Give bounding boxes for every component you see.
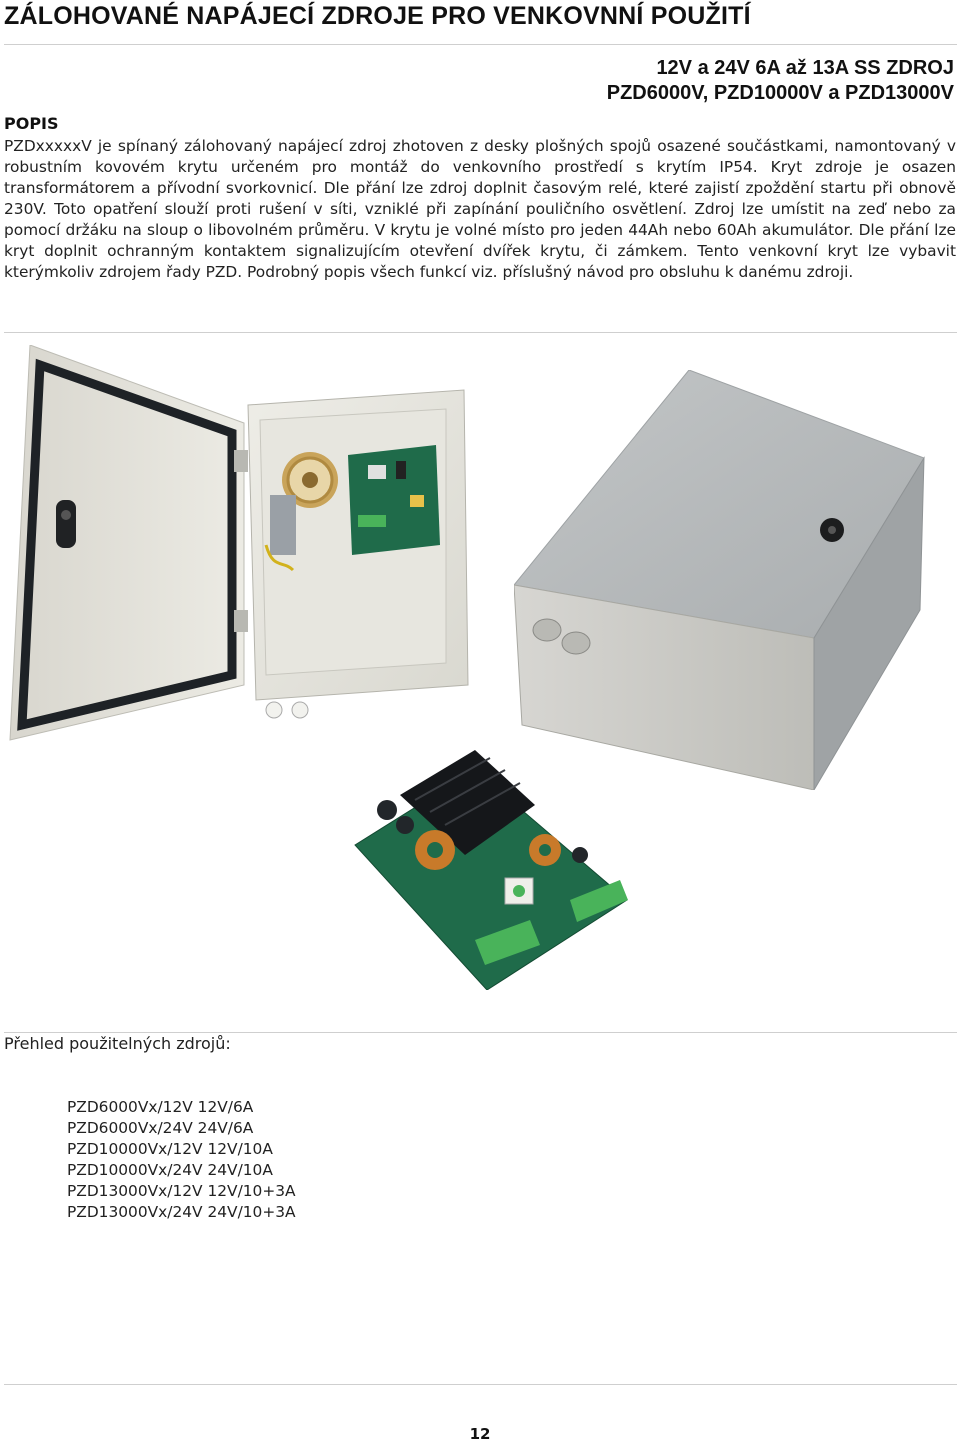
product-heading-line-2: PZD6000V, PZD10000V a PZD13000V	[606, 82, 954, 104]
divider-overview	[4, 1032, 957, 1033]
product-heading-line-1: 12V a 24V 6A až 13A SS ZDROJ	[656, 57, 954, 79]
list-item: PZD10000Vx/24V 24V/10A	[67, 1161, 273, 1179]
page-number: 12	[469, 1425, 491, 1443]
list-item: PZD6000Vx/24V 24V/6A	[67, 1119, 254, 1137]
open-enclosure-photo	[8, 345, 476, 745]
list-item: PZD13000Vx/24V 24V/10+3A	[67, 1203, 296, 1221]
product-heading	[607, 56, 954, 106]
list-item: PZD13000Vx/12V 12V/10+3A	[67, 1182, 296, 1200]
section-label-description: POPIS	[4, 114, 59, 133]
closed-enclosure-photo	[514, 370, 956, 790]
page-title: ZÁLOHOVANÉ NAPÁJECÍ ZDROJE PRO VENKOVNNÍ POUŽITÍ	[4, 2, 751, 30]
overview-heading: Přehled použitelných zdrojů:	[4, 1034, 231, 1053]
description-paragraph: PZDxxxxxV je spínaný zálohovaný napájecí zdroj zhotoven z desky plošných spojů osazené součástkami, namontovaný v robustním kovovém krytu určeném pro montáž do venkovního prostředí s krytím IP54. Kryt zdroje je osazen transformátorem a přívodní svorkovnicí. Dle přání lze zdroj doplnit časovým relé, které zajistí zpoždění startu při obnově 230V. Toto opatření slouží proti rušení v síti, vzniklé při zapínání pouličního osvětlení. Zdroj lze umístit na zeď nebo za pomocí držáku na sloup o libovolném průměru. V krytu je volné místo pro jeden 44Ah nebo 60Ah akumulátor. Dle přání lze kryt doplnit ochranným kontaktem signalizujícím otevření dvířek krytu, či zámkem. Tento venkovní kryt lze vybavit kterýmkoliv zdrojem řady PZD. Podrobný popis všech funkcí viz. příslušný návod pro obsluhu k danému zdroji.	[4, 137, 956, 281]
divider-top	[4, 44, 957, 45]
divider-description	[4, 332, 957, 333]
divider-bottom	[4, 1384, 957, 1385]
model-list	[67, 1097, 296, 1223]
pcb-module-photo	[345, 750, 630, 990]
list-item: PZD10000Vx/12V 12V/10A	[67, 1140, 273, 1158]
list-item: PZD6000Vx/12V 12V/6A	[67, 1098, 254, 1116]
